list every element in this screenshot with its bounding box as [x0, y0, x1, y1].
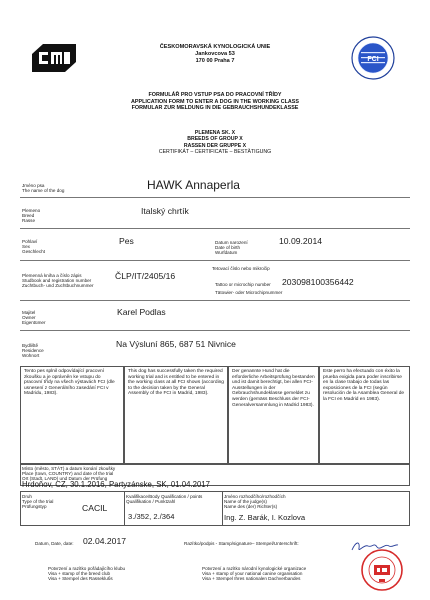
statement-en: This dog has successfully taken the required working trial and is entitled to be entered in the working class at all FCI shows (according to the decision taken by the General Assembly of the FCI in Madrid, 1983).	[124, 366, 228, 464]
studbook-value: ČLP/IT/2405/16	[115, 271, 176, 281]
studbook-label: Plemenná kniha a číslo zápis Studbook and registration number Zuchtbuch- und Zuchtbuchnummer	[22, 273, 94, 289]
owner-label: Majitel Owner Eigentümer	[22, 310, 46, 326]
residence-value: Na Výsluní 865, 687 51 Nivnice	[116, 339, 236, 349]
place-label: Místo (město, STÁT) a datum konání zkoušky Place (town, COUNTRY) and date of the trial Ort (Stadt, LAND) und Datum der Prüfung	[22, 466, 116, 482]
group-de: RASSEN DER GRUPPE X	[183, 142, 247, 149]
fci-logo	[351, 36, 395, 80]
form-title-de: FORMULAR ZUR MELDUNG IN DIE GEBRAUCHSHUNDEKLASSE	[131, 105, 299, 112]
trial-type-value: CACIL	[82, 503, 108, 513]
org-street: Jankovcova 53	[195, 51, 235, 57]
certificate-title: CERTIFIKÁT – CERTIFICATE – BESTÄTIGUNG	[158, 148, 272, 155]
dog-name-label: Jméno psa The name of the dog	[22, 183, 65, 194]
chip-label-en: Tattoo or microchip number	[215, 282, 271, 287]
place-value: Hrdoňov, CZ, 30.1.2016, Partyzánske, SK, 01.04.2017	[22, 480, 210, 489]
group-en: BREEDS OF GROUP X	[187, 136, 243, 143]
form-title	[60, 92, 370, 112]
svg-text:FCI: FCI	[367, 56, 379, 63]
group-title	[90, 130, 340, 155]
qualification-label: Kvalifikace/Body Qualification / points Qualifikation / Punktzahl	[126, 494, 203, 505]
residence-label: Bydliště Residence Wohnort	[22, 343, 44, 359]
sign-label: Razítko/podpis - Stamp/signature– Stempel/Unterschrift:	[184, 541, 299, 546]
org-city: 170 00 Praha 7	[195, 58, 235, 64]
sex-value: Pes	[119, 236, 134, 246]
trial-box	[20, 491, 410, 526]
group-cz: PLEMENA SK. X	[194, 130, 236, 136]
chip-value: 203098100356442	[282, 277, 354, 287]
judge-value: Ing. Z. Barák, I. Kozlova	[224, 513, 306, 522]
form-title-en: APPLICATION FORM TO ENTER A DOG IN THE WORKING CLASS	[130, 98, 299, 105]
national-org-visa: Potvrzení a razítko národní kynologické organizace Visa + stamp of your national canine organisation Visa + Stempel Ihres nationalen Dachverbandes	[202, 566, 307, 582]
chip-label-cz: Tetovací číslo nebo mikročip	[212, 266, 270, 271]
chip-label-de: Tätowier- oder Microchipnummer	[215, 290, 283, 295]
form-title-cz: FORMULÁŘ PRO VSTUP PSA DO PRACOVNÍ TŘÍDY	[148, 92, 282, 98]
owner-value: Karel Podlas	[117, 307, 166, 317]
breed-club-visa: Potvrzení a razítko pořádajícího klubu Visa + stamp of the breed club Visa + Stempel des Rassekluбs	[48, 566, 126, 582]
breed-label: Plemeno Breed Rasse	[22, 208, 41, 224]
statement-de: Der genannte Hund hat die erforderliche Arbeitsprüfung bestanden und ist damit berechtigt, bei allen FCI-Ausstellungen in der Gebrauchshundeklasse gemeldet zu werden (gemäss Beschluss der FCI-Generalversammlung in Madrid 1983).	[228, 366, 319, 464]
date-value: 02.04.2017	[83, 536, 127, 546]
qualification-value: 3./352, 2./364	[128, 512, 175, 521]
cmku-logo	[31, 40, 77, 76]
sex-label: Pohlaví Sex Geschlecht	[22, 239, 45, 255]
dob-label: Datum narození Date of birth Wurfdatum	[215, 240, 248, 256]
org-name: ČESKOMORAVSKÁ KYNOLOGICKÁ UNIE	[159, 44, 271, 50]
judge-label: Jméno rozhodčího/rozhodčích Name of the judge(s) Name des (der) Richter(s)	[224, 494, 286, 510]
dob-value: 10.09.2014	[279, 236, 323, 246]
dog-name-value: HAWK Annaperla	[147, 178, 240, 192]
statement-es: Este perro ha efectuado con éxito la prueba exigida para poder inscribirse en la clase trabajo de todas las exposiciones de la FCI (según resolución de la Asamblea General de la FCI en Madrid en 1983).	[319, 366, 410, 464]
statement-cz: Tento pes splnil odpovídající pracovní zkoušku a je oprávněn ke vstupu do pracovní třídy na všech výstavách FCI (dle usnesení z Generálního zasedání FCI v Madridu, 1983).	[20, 366, 124, 464]
official-stamp	[360, 548, 404, 592]
date-label: Datum, Date, date:	[35, 541, 74, 546]
organisation-header	[100, 44, 330, 65]
breed-value: Italský chrtík	[141, 206, 189, 216]
trial-type-label: Druh Type of the trial Prüfungstyp	[22, 494, 54, 510]
